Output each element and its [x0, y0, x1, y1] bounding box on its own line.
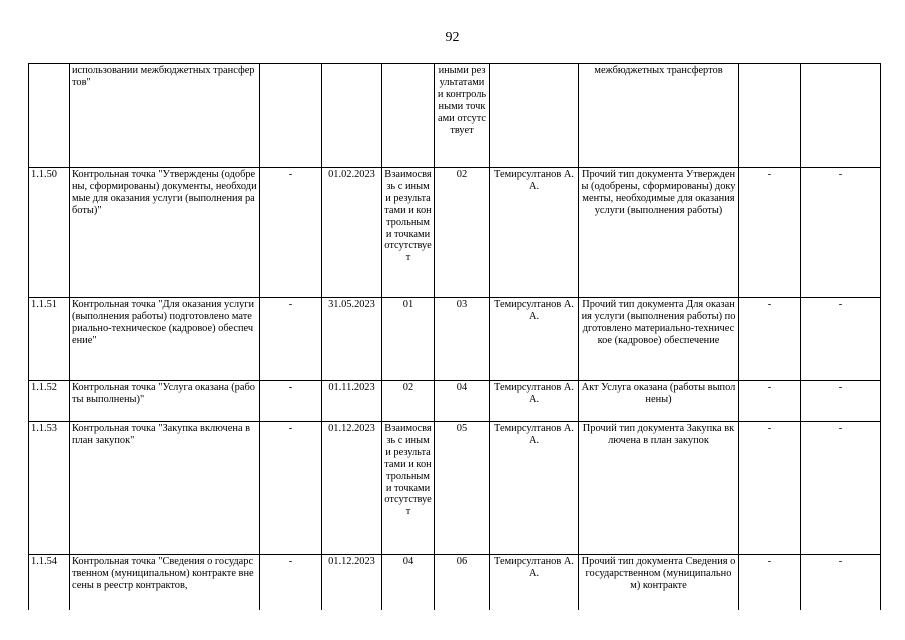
row-start: -: [260, 168, 322, 298]
row-relation: 02: [382, 381, 435, 422]
row-col10: [801, 64, 881, 168]
page-number: 92: [445, 30, 460, 45]
row-col9: -: [739, 422, 801, 555]
table-row: [29, 381, 881, 422]
row-col9: -: [739, 298, 801, 381]
row-col10: -: [801, 298, 881, 381]
table-row: [29, 64, 881, 168]
control-points-table: [28, 63, 881, 610]
row-responsible: [490, 64, 579, 168]
row-end: 01.12.2023: [322, 555, 382, 610]
row-start: -: [260, 422, 322, 555]
row-document: межбюджетных трансфертов: [579, 64, 739, 168]
row-relation: Взаимосвязь с иными результатами и контрольными точками отсутствует: [382, 168, 435, 298]
row-col10: -: [801, 555, 881, 610]
row-start: -: [260, 298, 322, 381]
row-col9: [739, 64, 801, 168]
row-document: Прочий тип документа Для оказания услуги (выполнения работы) подготовлено материально-техническое (кадровое) обеспечение: [579, 298, 739, 381]
row-document: Прочий тип документа Закупка включена в план закупок: [579, 422, 739, 555]
row-code: 02: [435, 168, 490, 298]
row-col9: -: [739, 381, 801, 422]
row-relation: иными результатами и контрольными точками отсутствует: [435, 64, 490, 168]
table-row: [29, 168, 881, 298]
row-document: Прочий тип документа Утверждены (одобрены, сформированы) документы, необходимые для оказания услуги (выполнения работы): [579, 168, 739, 298]
row-relation: Взаимосвязь с иными результатами и контрольными точками отсутствует: [382, 422, 435, 555]
row-end: 31.05.2023: [322, 298, 382, 381]
row-responsible: Темирсултанов А.А.: [490, 168, 579, 298]
row-number: [29, 64, 70, 168]
row-start: -: [260, 381, 322, 422]
row-number: 1.1.52: [29, 381, 70, 422]
row-start: -: [260, 555, 322, 610]
row-responsible: Темирсултанов А.А.: [490, 555, 579, 610]
row-code: 04: [435, 381, 490, 422]
row-responsible: Темирсултанов А.А.: [490, 298, 579, 381]
row-relation: [382, 64, 435, 168]
row-relation: 04: [382, 555, 435, 610]
row-end: 01.11.2023: [322, 381, 382, 422]
row-relation: 01: [382, 298, 435, 381]
row-document: Прочий тип документа Сведения о государственном (муниципальном) контракте: [579, 555, 739, 610]
row-col9: -: [739, 168, 801, 298]
row-col10: -: [801, 168, 881, 298]
row-col10: -: [801, 381, 881, 422]
row-name: Контрольная точка "Для оказания услуги (выполнения работы) подготовлено материально-техническое (кадровое) обеспечение": [70, 298, 260, 381]
row-name: Контрольная точка "Сведения о государственном (муниципальном) контракте внесены в реестр контрактов,: [70, 555, 260, 610]
row-number: 1.1.53: [29, 422, 70, 555]
table-row: [29, 422, 881, 555]
row-col9: -: [739, 555, 801, 610]
row-responsible: Темирсултанов А.А.: [490, 381, 579, 422]
row-number: 1.1.50: [29, 168, 70, 298]
row-name: Контрольная точка "Закупка включена в план закупок": [70, 422, 260, 555]
row-name: использовании межбюджетных трансфертов": [70, 64, 260, 168]
row-document: Акт Услуга оказана (работы выполнены): [579, 381, 739, 422]
row-responsible: Темирсултанов А.А.: [490, 422, 579, 555]
row-end: 01.12.2023: [322, 422, 382, 555]
row-code: 03: [435, 298, 490, 381]
row-name: Контрольная точка "Услуга оказана (работы выполнены)": [70, 381, 260, 422]
row-code: 06: [435, 555, 490, 610]
row-end: 01.02.2023: [322, 168, 382, 298]
row-code: 05: [435, 422, 490, 555]
row-number: 1.1.51: [29, 298, 70, 381]
row-name: Контрольная точка "Утверждены (одобрены, сформированы) документы, необходимые для оказания услуги (выполнения работы)": [70, 168, 260, 298]
table-row: [29, 555, 881, 610]
row-number: 1.1.54: [29, 555, 70, 610]
table-row: [29, 298, 881, 381]
row-end: [322, 64, 382, 168]
row-col10: -: [801, 422, 881, 555]
row-start: [260, 64, 322, 168]
